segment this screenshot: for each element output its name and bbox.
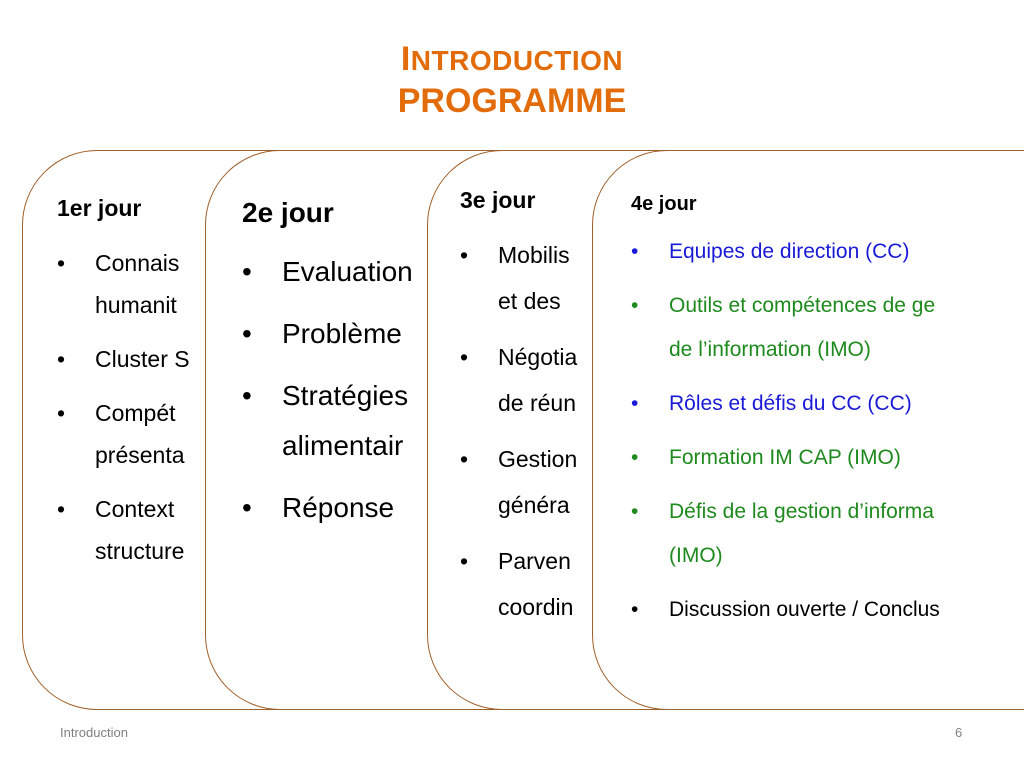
bullet-icon: • [242, 492, 252, 523]
list-item-text: Evaluation [282, 256, 413, 287]
list-item-text: Défis de la gestion d’informa [669, 500, 934, 523]
list-item [631, 436, 940, 480]
list-item-text: Parven [498, 548, 571, 574]
list-item-text: Stratégies [282, 380, 409, 411]
bullet-icon: • [631, 598, 639, 621]
list-item [631, 588, 940, 632]
list-item-text: généra [498, 492, 570, 518]
day-heading: 3e jour [460, 187, 536, 213]
bullet-icon: • [631, 392, 639, 415]
bullet-icon: • [57, 250, 66, 276]
list-item [460, 232, 577, 324]
list-item-text: coordin [498, 594, 574, 620]
list-item-text: et des [498, 288, 561, 314]
bullet-icon: • [460, 242, 469, 268]
list-item [631, 284, 940, 372]
list-item [460, 436, 577, 528]
list-item [242, 247, 413, 297]
list-item [631, 490, 940, 578]
list-item [460, 334, 577, 426]
list-item-text: humanit [95, 292, 177, 318]
day-heading: 2e jour [242, 197, 334, 228]
list-item-text: Compét [95, 400, 176, 426]
list-item-text: Connais [95, 250, 180, 276]
bullet-icon: • [242, 256, 252, 287]
list-item [460, 538, 577, 630]
list-item-text: Rôles et défis du CC (CC) [669, 392, 912, 415]
page-number: 6 [955, 725, 963, 740]
list-item-text: Problème [282, 318, 402, 349]
list-item-text: alimentair [282, 430, 404, 461]
bullet-icon: • [631, 294, 639, 317]
bullet-icon: • [57, 496, 66, 522]
list-item [242, 483, 413, 533]
list-item-text: Réponse [282, 492, 395, 523]
list-item [57, 242, 190, 326]
list-item [242, 309, 413, 359]
list-item-text: Context [95, 496, 175, 522]
list-item [631, 230, 940, 274]
list-item-text: Outils et compétences de ge [669, 294, 936, 317]
list-item-text: Mobilis [498, 242, 570, 268]
topic-list [631, 230, 940, 632]
bullet-icon: • [631, 500, 639, 523]
list-item-text: de l’information (IMO) [669, 338, 871, 361]
day-card-4 [592, 150, 1024, 710]
list-item-text: Equipes de direction (CC) [669, 240, 910, 263]
list-item-text: Négotia [498, 344, 578, 370]
list-item [242, 371, 413, 471]
bullet-icon: • [460, 344, 469, 370]
list-item-text: Discussion ouverte / Conclus [669, 598, 940, 621]
bullet-icon: • [460, 446, 469, 472]
bullet-icon: • [242, 318, 252, 349]
bullet-icon: • [242, 380, 252, 411]
list-item-text: structure [95, 538, 185, 564]
day-heading: 1er jour [57, 195, 142, 221]
list-item-text: Gestion [498, 446, 578, 472]
list-item [57, 338, 190, 380]
list-item [57, 392, 190, 476]
title-rest: NTRODUCTION [410, 45, 624, 76]
title-initial: I [400, 40, 411, 78]
bullet-icon: • [631, 446, 639, 469]
slide-title-line2: PROGRAMME [397, 82, 627, 120]
slide-title-line1 [0, 40, 1024, 79]
list-item-text: (IMO) [669, 544, 723, 567]
footer-label: Introduction [60, 725, 128, 740]
bullet-icon: • [57, 346, 66, 372]
list-item [631, 382, 940, 426]
topic-list [57, 242, 190, 572]
day-heading: 4e jour [631, 193, 697, 215]
list-item-text: de réun [498, 390, 577, 416]
list-item-text: présenta [95, 442, 185, 468]
list-item-text: Formation IM CAP (IMO) [669, 446, 901, 469]
topic-list [460, 232, 577, 630]
list-item-text: Cluster S [95, 346, 190, 372]
bullet-icon: • [57, 400, 66, 426]
bullet-icon: • [631, 240, 639, 263]
list-item [57, 488, 190, 572]
topic-list [242, 247, 413, 533]
bullet-icon: • [460, 548, 469, 574]
